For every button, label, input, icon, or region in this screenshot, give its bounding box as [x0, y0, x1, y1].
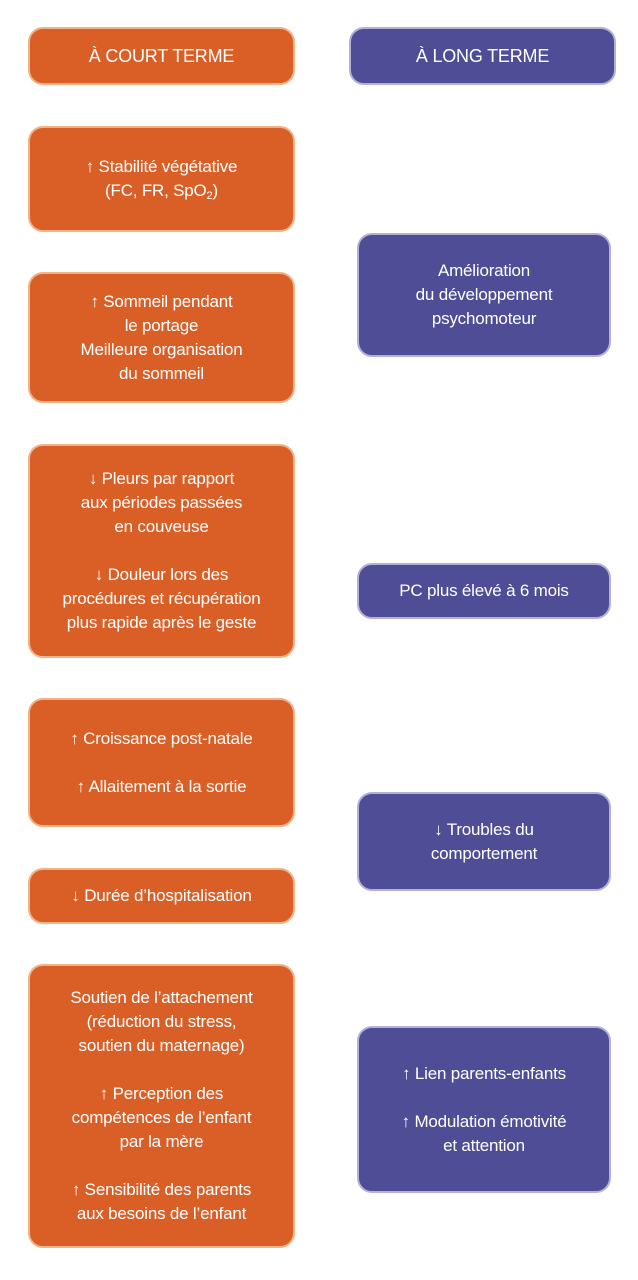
pain-text: [63, 563, 261, 635]
growth-line: ↑ Croissance post-natale: [70, 728, 253, 748]
hospital-stay-box: [28, 868, 295, 924]
attachment-text: [70, 986, 252, 1058]
sensitivity-text: [72, 1178, 251, 1226]
behavior-line-1: ↓ Troubles du: [434, 819, 534, 839]
stability-line-2-text: (FC, FR, SpO: [105, 181, 207, 200]
crying-pain-box: [28, 444, 295, 658]
sensitivity-line-2: aux besoins de l’enfant: [76, 1204, 247, 1223]
sleep-box: [28, 272, 295, 403]
perception-line-2: compétences de l’enfant: [71, 1108, 252, 1127]
pain-line-3: plus rapide après le geste: [66, 613, 257, 632]
development-line-1: Amélioration: [437, 261, 531, 280]
pain-line-2: procédures et récupération: [62, 589, 261, 608]
head-circumference-line: PC plus élevé à 6 mois: [399, 581, 569, 600]
growth-text: [70, 727, 252, 751]
modulation-text: [402, 1110, 567, 1158]
sleep-line-4: du sommeil: [119, 363, 204, 383]
head-circumference-box: [357, 563, 611, 619]
crying-line-3: en couveuse: [114, 517, 209, 536]
bond-box: [357, 1026, 611, 1193]
hospital-stay-line: ↓ Durée d’hospitalisation: [71, 886, 252, 905]
bond-text: [402, 1062, 566, 1086]
long-term-header-label: À LONG TERME: [415, 46, 550, 66]
modulation-line-2: et attention: [443, 1135, 525, 1155]
stability-line-1: ↑ Stabilité végétative: [85, 157, 238, 176]
behavior-line-2: comportement: [430, 843, 538, 863]
perception-line-3: par la mère: [119, 1132, 204, 1151]
attachment-line-3: soutien du maternage): [78, 1036, 245, 1055]
sleep-line-1: ↑ Sommeil pendant: [90, 291, 233, 311]
perception-text: [72, 1082, 252, 1154]
attachment-line-1: Soutien de l’attachement: [70, 988, 253, 1007]
behavior-box: [357, 792, 611, 891]
breastfeeding-line: ↑ Allaitement à la sortie: [76, 776, 247, 796]
perception-line-1: ↑ Perception des: [99, 1084, 224, 1103]
short-term-header-label: À COURT TERME: [88, 46, 235, 66]
crying-text: [81, 467, 242, 539]
short-term-header: [28, 27, 295, 85]
sleep-line-2: le portage: [124, 315, 199, 335]
sensitivity-line-1: ↑ Sensibilité des parents: [71, 1180, 252, 1199]
development-line-3: psychomoteur: [431, 309, 537, 328]
bond-line: ↑ Lien parents-enfants: [402, 1063, 566, 1083]
attachment-line-2: (réduction du stress,: [86, 1012, 237, 1031]
development-box: [357, 233, 611, 357]
sleep-line-3: Meilleure organisation: [80, 339, 243, 359]
stability-line-2-end: ): [212, 181, 218, 200]
crying-line-1: ↓ Pleurs par rapport: [88, 469, 235, 488]
pain-line-1: ↓ Douleur lors des: [94, 565, 229, 584]
development-line-2: du développement: [415, 285, 553, 304]
crying-line-2: aux périodes passées: [80, 493, 243, 512]
growth-box: [28, 698, 295, 827]
long-term-header: [349, 27, 616, 85]
attachment-box: [28, 964, 295, 1248]
breastfeeding-text: [77, 775, 247, 799]
modulation-line-1: ↑ Modulation émotivité: [401, 1111, 567, 1131]
stability-subscript: 2: [206, 190, 213, 202]
stability-line-2: [105, 179, 218, 203]
stability-box: [28, 126, 295, 232]
